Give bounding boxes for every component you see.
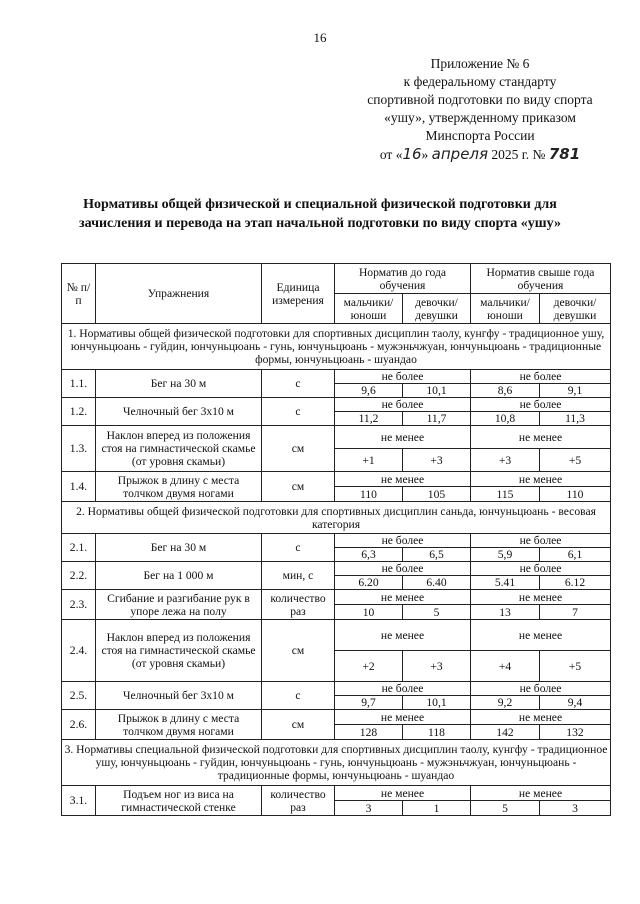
row-number: 2.2. (62, 562, 96, 590)
condition-group-1: не менее (335, 620, 471, 651)
table-row (62, 426, 611, 449)
table-row (62, 370, 611, 384)
row-number: 2.1. (62, 534, 96, 562)
appendix-line: «ушу», утвержденному приказом (384, 110, 576, 125)
value-cell: 9,7 (335, 696, 403, 710)
unit-cell: мин, с (262, 562, 335, 590)
value-cell: 9,2 (471, 696, 540, 710)
header-boys: мальчики/ юноши (335, 294, 403, 324)
row-number: 1.2. (62, 398, 96, 426)
value-cell: 10,8 (471, 412, 540, 426)
value-cell: 10 (335, 605, 403, 620)
condition-group-1: не менее (335, 710, 471, 725)
value-cell: 8,6 (471, 384, 540, 398)
table-row (62, 786, 611, 801)
value-cell: 5,9 (471, 548, 540, 562)
value-cell: 6.40 (403, 576, 471, 590)
value-cell: 13 (471, 605, 540, 620)
header-unit: Единица измерения (262, 264, 335, 324)
date-prefix: от « (379, 147, 403, 162)
appendix-line: к федеральному стандарту (403, 74, 557, 89)
condition-group-1: не менее (335, 426, 471, 449)
unit-cell: см (262, 710, 335, 740)
row-number: 3.1. (62, 786, 96, 816)
row-number: 1.1. (62, 370, 96, 398)
value-cell: +4 (471, 651, 540, 682)
header-group-1: Норматив до года обучения (335, 264, 471, 294)
header-num: № п/п (62, 264, 96, 324)
value-cell: +1 (335, 449, 403, 472)
table-row (62, 590, 611, 605)
condition-group-2: не менее (471, 620, 611, 651)
unit-cell: см (262, 472, 335, 502)
section-title: 3. Нормативы специальной физической подготовки для спортивных дисциплин таолу, кунгфу - традиционное ушу, юнчуньцюань - гуйдин, юнчуньцюань - гунь, юнчуньцюань - мужэньчжуан, юнчуньцюань - традиционные формы, юнчуньцюань - шуандао (62, 740, 611, 786)
unit-cell: с (262, 370, 335, 398)
condition-group-1: не более (335, 682, 471, 696)
condition-group-2: не менее (471, 472, 611, 487)
unit-cell: см (262, 426, 335, 472)
handwritten-month: апреля (431, 145, 489, 163)
condition-group-1: не менее (335, 472, 471, 487)
section-title: 1. Нормативы общей физической подготовки для спортивных дисциплин таолу, кунгфу - традиционное ушу, юнчуньцюань - гуйдин, юнчуньцюань - гунь, юнчуньцюань - мужэньчжуан, юнчуньцюань - традиционные формы, юнчуньцюань - шуандао (62, 324, 611, 370)
header-girls: девочки/ девушки (403, 294, 471, 324)
value-cell: 10,1 (403, 696, 471, 710)
unit-cell: количество раз (262, 590, 335, 620)
date-mid: » (421, 147, 429, 162)
condition-group-2: не менее (471, 426, 611, 449)
value-cell: 6,5 (403, 548, 471, 562)
row-number: 2.6. (62, 710, 96, 740)
exercise-name: Наклон вперед из положения стоя на гимнастической скамье (от уровня скамьи) (96, 620, 262, 682)
condition-group-1: не менее (335, 590, 471, 605)
value-cell: 118 (403, 725, 471, 740)
table-row (62, 620, 611, 651)
value-cell: 3 (335, 801, 403, 816)
header-girls: девочки/ девушки (540, 294, 611, 324)
value-cell: 132 (540, 725, 611, 740)
condition-group-2: не более (471, 370, 611, 384)
row-number: 2.3. (62, 590, 96, 620)
value-cell: +3 (403, 449, 471, 472)
value-cell: 9,1 (540, 384, 611, 398)
row-number: 2.5. (62, 682, 96, 710)
value-cell: 6.20 (335, 576, 403, 590)
condition-group-2: не менее (471, 710, 611, 725)
value-cell: 110 (335, 487, 403, 502)
row-number: 1.4. (62, 472, 96, 502)
condition-group-2: не менее (471, 590, 611, 605)
value-cell: 3 (540, 801, 611, 816)
value-cell: 11,2 (335, 412, 403, 426)
unit-cell: с (262, 682, 335, 710)
value-cell: 9,4 (540, 696, 611, 710)
value-cell: 115 (471, 487, 540, 502)
appendix-line: Минспорта России (425, 128, 535, 143)
row-number: 2.4. (62, 620, 96, 682)
value-cell: +5 (540, 449, 611, 472)
value-cell: +3 (403, 651, 471, 682)
condition-group-2: не более (471, 562, 611, 576)
value-cell: 105 (403, 487, 471, 502)
value-cell: +2 (335, 651, 403, 682)
table-row (62, 710, 611, 725)
value-cell: 5 (403, 605, 471, 620)
value-cell: 6.12 (540, 576, 611, 590)
exercise-name: Подъем ног из виса на гимнастической стенке (96, 786, 262, 816)
condition-group-2: не менее (471, 786, 611, 801)
condition-group-1: не более (335, 534, 471, 548)
order-date-line (330, 145, 630, 164)
exercise-name: Сгибание и разгибание рук в упоре лежа на полу (96, 590, 262, 620)
header-exercise: Упражнения (96, 264, 262, 324)
table-row (62, 682, 611, 696)
section-title: 2. Нормативы общей физической подготовки для спортивных дисциплин саньда, юнчуньцюань - весовая категория (62, 502, 611, 534)
condition-group-2: не более (471, 398, 611, 412)
table-row (62, 398, 611, 412)
exercise-name: Прыжок в длину с места толчком двумя ногами (96, 472, 262, 502)
row-number: 1.3. (62, 426, 96, 472)
exercise-name: Прыжок в длину с места толчком двумя ногами (96, 710, 262, 740)
exercise-name: Челночный бег 3х10 м (96, 398, 262, 426)
exercise-name: Челночный бег 3х10 м (96, 682, 262, 710)
value-cell: +3 (471, 449, 540, 472)
exercise-name: Бег на 30 м (96, 370, 262, 398)
condition-group-1: не более (335, 398, 471, 412)
header-boys: мальчики/ юноши (471, 294, 540, 324)
page-number: 16 (313, 30, 327, 45)
value-cell: 5.41 (471, 576, 540, 590)
value-cell: 128 (335, 725, 403, 740)
unit-cell: см (262, 620, 335, 682)
exercise-name: Наклон вперед из положения стоя на гимнастической скамье (от уровня скамьи) (96, 426, 262, 472)
condition-group-2: не более (471, 534, 611, 548)
condition-group-1: не менее (335, 786, 471, 801)
value-cell: 11,3 (540, 412, 611, 426)
exercise-name: Бег на 1 000 м (96, 562, 262, 590)
value-cell: 6,1 (540, 548, 611, 562)
value-cell: 10,1 (403, 384, 471, 398)
value-cell: 7 (540, 605, 611, 620)
value-cell: 6,3 (335, 548, 403, 562)
condition-group-1: не более (335, 562, 471, 576)
header-group-2: Норматив свыше года обучения (471, 264, 611, 294)
value-cell: 142 (471, 725, 540, 740)
handwritten-day: 16 (402, 145, 422, 163)
value-cell: +5 (540, 651, 611, 682)
condition-group-1: не более (335, 370, 471, 384)
handwritten-order-number: 781 (548, 145, 581, 163)
table-row (62, 562, 611, 576)
date-year: 2025 г. № (491, 147, 546, 162)
unit-cell: с (262, 534, 335, 562)
unit-cell: с (262, 398, 335, 426)
appendix-block (330, 55, 630, 164)
value-cell: 9,6 (335, 384, 403, 398)
norms-table (61, 263, 611, 816)
table-row (62, 534, 611, 548)
unit-cell: количество раз (262, 786, 335, 816)
exercise-name: Бег на 30 м (96, 534, 262, 562)
document-title: Нормативы общей физической и специальной физической подготовки для зачисления и перевода на этап начальной подготовки по виду спорта «ушу» (79, 197, 561, 231)
appendix-line: Приложение № 6 (430, 56, 530, 71)
value-cell: 110 (540, 487, 611, 502)
condition-group-2: не более (471, 682, 611, 696)
appendix-line: спортивной подготовки по виду спорта (367, 92, 593, 107)
value-cell: 5 (471, 801, 540, 816)
value-cell: 11,7 (403, 412, 471, 426)
value-cell: 1 (403, 801, 471, 816)
table-row (62, 472, 611, 487)
